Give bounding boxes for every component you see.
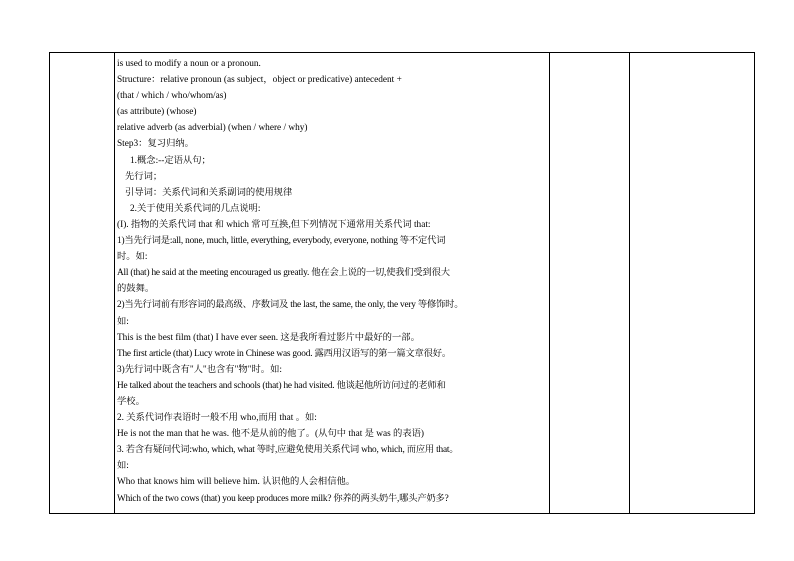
text-line: is used to modify a noun or a pronoun. xyxy=(117,59,261,69)
text-line: Which of the two cows (that) you keep produces more milk? 你养的两头奶牛,哪头产奶多? xyxy=(117,493,449,504)
text-line: This is the best film (that) I have ever seen. 这是我所看过影片中最好的一部。 xyxy=(117,332,420,343)
text-line: Who that knows him will believe him. 认识他的人会相信他。 xyxy=(117,477,356,488)
table-row xyxy=(50,53,755,514)
text-line: (as attribute) (whose) xyxy=(117,107,197,118)
text-line: 先行词； xyxy=(125,171,163,182)
text-line: 如: xyxy=(117,316,129,327)
text-line: (I). 指物的关系代词 that 和 which 常可互换,但下列情况下通常用关系代词 that: xyxy=(117,219,431,230)
text-line: The first article (that) Lucy wrote in Chinese was good. 露西用汉语写的第一篇文章很好。 xyxy=(117,348,451,359)
text-line: 2)当先行词前有形容词的最高级、序数词及 the last, the same, the only, the very 等修饰时。 xyxy=(117,300,464,311)
text-line: Structure：relative pronoun (as subject，object or predicative) antecedent + xyxy=(117,75,402,86)
text-line: Step3：复习归纳。 xyxy=(117,139,194,150)
text-line: 时。如: xyxy=(117,252,148,263)
text-line: 1)当先行词是:all, none, much, little, everything, everybody, everyone, nothing 等不定代词 xyxy=(117,236,446,247)
table-cell-left xyxy=(50,53,115,514)
text-line: 引导词：关系代词和关系副词的使用规律 xyxy=(125,187,293,198)
text-line: relative adverb (as adverbial) (when / where / why) xyxy=(117,123,308,134)
text-line: 2. 关系代词作表语时一般不用 who,而用 that 。如: xyxy=(117,413,317,424)
text-line: He talked about the teachers and schools (that) he had visited. 他谈起他所访问过的老师和 xyxy=(117,380,446,391)
table-cell-right xyxy=(550,53,630,514)
table-cell-content xyxy=(115,53,550,514)
text-line: 1.概念:--定语从句； xyxy=(130,155,211,166)
text-line: 如: xyxy=(117,461,129,472)
lesson-plan-table xyxy=(49,52,755,514)
text-line: 2.关于使用关系代词的几点说明: xyxy=(130,203,261,214)
text-line: 3. 若含有疑问代词:who, which, what 等时,应避免使用关系代词 who, which, 而应用 that。 xyxy=(117,445,459,456)
text-line: He is not the man that he was. 他不是从前的他了。(从句中 that 是 was 的表语) xyxy=(117,429,425,440)
content-text-block xyxy=(115,53,549,513)
text-line: 学校。 xyxy=(117,396,145,407)
text-line: 的鼓舞。 xyxy=(117,284,155,295)
text-line: 3)先行词中既含有"人"也含有"物"时。如: xyxy=(117,364,282,375)
table-cell-far-right xyxy=(630,53,755,514)
text-line: (that / which / who/whom/as) xyxy=(117,91,227,102)
text-line: All (that) he said at the meeting encouraged us greatly. 他在会上说的一切,使我们受到很大 xyxy=(117,268,450,279)
